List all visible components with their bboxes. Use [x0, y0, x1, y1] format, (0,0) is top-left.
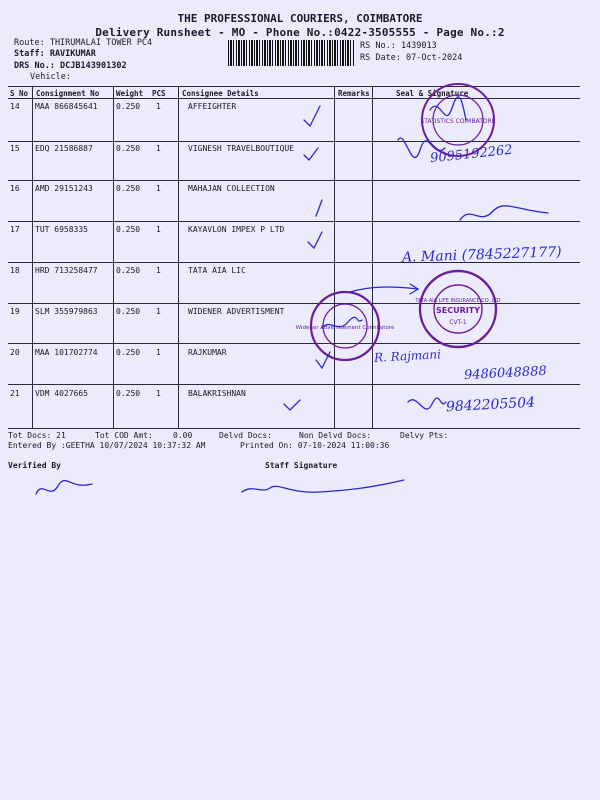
row-consignment: AMD 29151243: [35, 184, 93, 193]
row-consignment: MAA 101702774: [35, 348, 98, 357]
vehicle-label: Vehicle:: [30, 72, 71, 82]
row-consignee: RAJKUMAR: [188, 348, 227, 357]
row-pcs: 1: [156, 184, 161, 193]
total-docs: Tot Docs: 21: [8, 431, 66, 440]
company-title: THE PROFESSIONAL COURIERS, COIMBATORE: [177, 12, 423, 25]
stamp-center-text: SECURITY: [436, 306, 480, 315]
col-divider: [372, 86, 373, 428]
row-weight: 0.250: [116, 144, 141, 153]
row-pcs: 1: [156, 225, 161, 234]
signature: [322, 317, 362, 328]
row-consignee: KAYAVLON IMPEX P LTD: [188, 225, 285, 234]
row-sno: 18: [10, 266, 20, 275]
row-divider: [8, 303, 580, 304]
row-sno: 16: [10, 184, 20, 193]
handwritten-phone: 9842205504: [445, 394, 536, 416]
handwritten-name: A. Mani (7845227177): [401, 244, 562, 266]
row-consignment: HRD 713258477: [35, 266, 98, 275]
handwritten-phone: 9095192262: [429, 142, 514, 167]
rs-date: RS Date: 07-Oct-2024: [360, 53, 463, 63]
row-weight: 0.250: [116, 307, 141, 316]
signature: [430, 97, 466, 120]
non-delivered-docs: Non Delvd Docs:: [299, 431, 372, 440]
row-divider: [8, 343, 580, 344]
printed-on: Printed On: 07-10-2024 11:00:36: [240, 441, 390, 450]
check-icon: [316, 352, 330, 368]
staff-label: Staff: RAVIKUMAR: [14, 49, 96, 59]
table-header-border: [8, 98, 580, 99]
col-divider: [334, 86, 335, 428]
col-header-remarks: Remarks: [338, 89, 370, 98]
row-consignment: TUT 6958335: [35, 225, 88, 234]
row-pcs: 1: [156, 389, 161, 398]
col-header-pcs: PCS: [152, 89, 166, 98]
row-sno: 19: [10, 307, 20, 316]
row-pcs: 1: [156, 266, 161, 275]
col-header-seal: Seal & Signature: [396, 89, 469, 98]
row-weight: 0.250: [116, 184, 141, 193]
row-sno: 21: [10, 389, 20, 398]
rs-number: RS No.: 1439013: [360, 41, 437, 51]
delivered-docs: Delvd Docs:: [219, 431, 272, 440]
verified-by-signature: [36, 481, 92, 494]
row-sno: 20: [10, 348, 20, 357]
row-pcs: 1: [156, 348, 161, 357]
row-consignee: AFFEIGHTER: [188, 102, 237, 111]
row-weight: 0.250: [116, 266, 141, 275]
check-icon: [284, 400, 300, 410]
row-weight: 0.250: [116, 389, 141, 398]
stamp-sub-text: CVT-1: [449, 319, 467, 326]
check-icon: [316, 200, 322, 216]
col-header-consignment: Consignment No: [36, 89, 100, 98]
row-consignee: VIGNESH TRAVELBOUTIQUE: [188, 144, 294, 153]
row-pcs: 1: [156, 144, 161, 153]
row-consignee: WIDENER ADVERTISMENT: [188, 307, 285, 316]
row-consignee: MAHAJAN COLLECTION: [188, 184, 275, 193]
row-sno: 14: [10, 102, 20, 111]
check-icon: [308, 232, 322, 248]
staff-signature: [242, 480, 404, 492]
arrow-icon: [350, 287, 418, 292]
col-divider: [32, 86, 33, 428]
verified-by-label: Verified By: [8, 461, 61, 470]
row-consignment: EDQ 21586887: [35, 144, 93, 153]
tata-aia-stamp: [414, 271, 500, 347]
col-header-weight: Weight: [116, 89, 144, 98]
staff-signature-label: Staff Signature: [265, 461, 338, 470]
row-consignment: VDM 4027665: [35, 389, 88, 398]
handwritten-name: R. Rajmani: [373, 347, 442, 365]
row-divider: [8, 221, 580, 222]
check-icon: [304, 148, 318, 160]
col-header-sno: S No: [10, 89, 29, 98]
signature: [408, 398, 446, 409]
stamp-text: Widener Advertisement Coimbatore: [295, 325, 395, 331]
total-cod-label: Tot COD Amt:: [95, 431, 153, 440]
row-sno: 15: [10, 144, 20, 153]
row-consignee: BALAKRISHNAN: [188, 389, 246, 398]
row-divider: [8, 384, 580, 385]
entered-by: Entered By :GEETHA 10/07/2024 10:37:32 AM: [8, 441, 206, 450]
handwritten-phone: 9486048888: [463, 363, 548, 384]
arrow-icon: [410, 284, 418, 294]
row-divider: [8, 141, 580, 142]
row-consignee: TATA AIA LIC: [188, 266, 246, 275]
row-weight: 0.250: [116, 348, 141, 357]
check-icon: [304, 106, 320, 126]
col-divider: [113, 86, 114, 428]
route-label: Route: THIRUMALAI TOWER PC4: [14, 38, 153, 48]
stamp-text: STATISTICS COIMBATORE: [420, 118, 496, 125]
row-consignment: SLM 355979863: [35, 307, 98, 316]
row-pcs: 1: [156, 102, 161, 111]
signature: [460, 206, 548, 220]
col-header-consignee: Consignee Details: [182, 89, 259, 98]
delivery-points: Delvy Pts:: [400, 431, 449, 440]
table-top-border: [8, 86, 580, 87]
stamp-text: TATA AIA LIFE INSURANCE CO. LTD: [415, 298, 501, 304]
table-bottom-border: [8, 428, 580, 429]
row-weight: 0.250: [116, 102, 141, 111]
col-divider: [178, 86, 179, 428]
total-cod-value: 0.00: [173, 431, 193, 440]
runsheet-subtitle: Delivery Runsheet - MO - Phone No.:0422-3505555 - Page No.:2: [95, 26, 505, 39]
barcode: [228, 40, 354, 66]
row-divider: [8, 180, 580, 181]
drs-number: DRS No.: DCJB143901302: [14, 61, 127, 71]
row-sno: 17: [10, 225, 20, 234]
row-consignment: MAA 866845641: [35, 102, 98, 111]
row-weight: 0.250: [116, 225, 141, 234]
row-pcs: 1: [156, 307, 161, 316]
